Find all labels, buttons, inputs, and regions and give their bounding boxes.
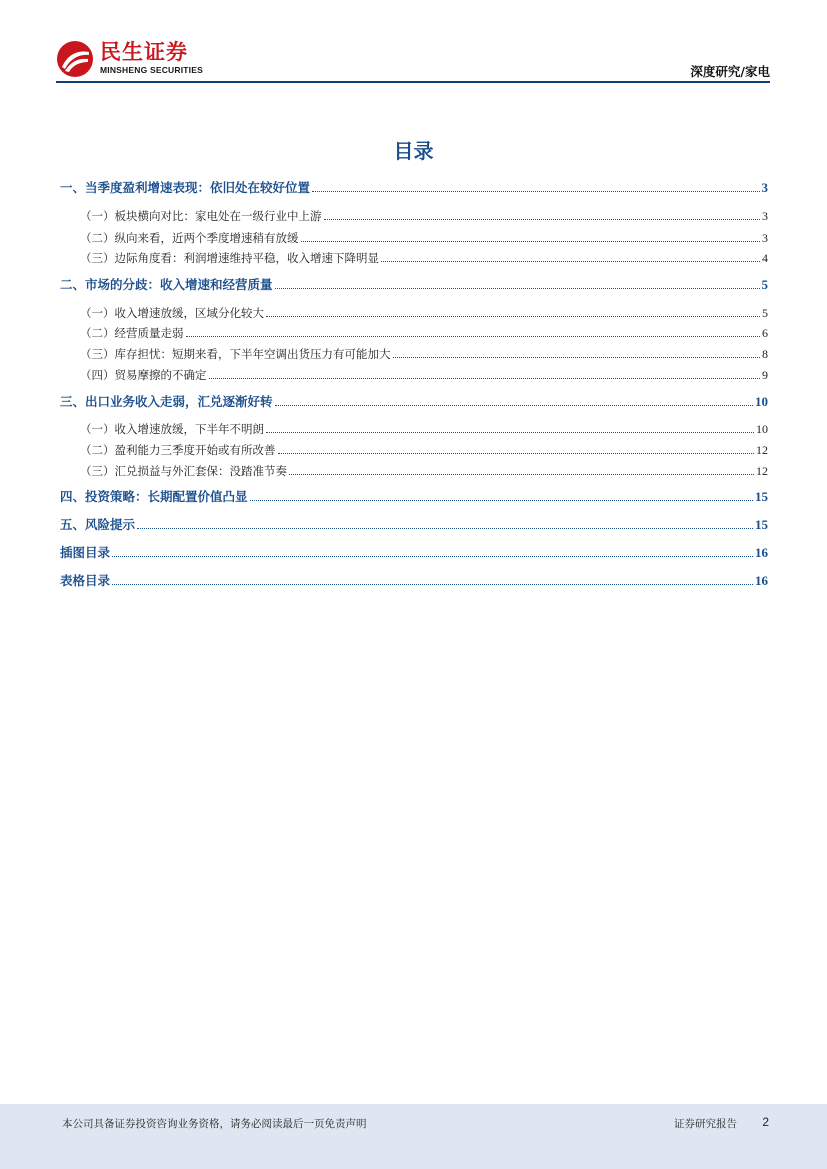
toc-entry[interactable] bbox=[60, 541, 768, 561]
toc-entry-text: 表格目录 bbox=[60, 573, 111, 588]
toc-entry-text: （三）库存担忧：短期来看，下半年空调出货压力有可能加大 bbox=[80, 347, 391, 361]
toc-entry-page: 5 bbox=[762, 306, 768, 320]
toc-entry-text: （一）收入增速放缓，区域分化较大 bbox=[80, 306, 264, 320]
logo-chinese-name: 民生证券 bbox=[100, 40, 188, 64]
toc-entry-text: 五、风险提示 bbox=[60, 517, 136, 532]
toc-entry-text: 二、市场的分歧：收入增速和经营质量 bbox=[60, 277, 273, 292]
toc-entry[interactable] bbox=[60, 226, 768, 246]
toc-entry-text: 一、当季度盈利增速表现：依旧处在较好位置 bbox=[60, 180, 311, 195]
toc-title: 目录 bbox=[393, 139, 434, 163]
toc-entry-page: 12 bbox=[756, 443, 768, 457]
toc-entry[interactable] bbox=[60, 176, 768, 196]
toc-entry-text: 插图目录 bbox=[60, 545, 111, 560]
toc-entry[interactable] bbox=[60, 204, 768, 224]
footer-disclaimer: 本公司具备证券投资咨询业务资格，请务必阅读最后一页免责声明 bbox=[62, 1118, 367, 1130]
minsheng-logo-mark-icon bbox=[56, 40, 94, 78]
toc-entry-page: 15 bbox=[755, 489, 768, 504]
toc-entry-text: （三）汇兑损益与外汇套保：没踏准节奏 bbox=[80, 464, 287, 478]
footer-page-number: 2 bbox=[762, 1115, 769, 1129]
toc-entry-text: （三）边际角度看：利润增速维持平稳，收入增速下降明显 bbox=[80, 251, 379, 265]
toc-entry-text: 四、投资策略：长期配置价值凸显 bbox=[60, 489, 248, 504]
logo-english-name: MINSHENG SECURITIES bbox=[100, 65, 203, 75]
toc-leader-dots bbox=[112, 555, 753, 557]
toc-leader-dots bbox=[137, 527, 753, 529]
toc-entry-page: 5 bbox=[761, 277, 768, 292]
toc-entry-page: 3 bbox=[761, 180, 768, 195]
toc-leader-dots bbox=[324, 218, 761, 220]
toc-entry-page: 6 bbox=[762, 326, 768, 340]
toc-entry[interactable] bbox=[60, 273, 768, 293]
toc-entry-page: 3 bbox=[762, 231, 768, 245]
toc-leader-dots bbox=[278, 452, 755, 454]
toc-entry-text: （二）经营质量走弱 bbox=[80, 326, 184, 340]
toc-leader-dots bbox=[275, 287, 760, 289]
page-header bbox=[56, 36, 770, 80]
toc-leader-dots bbox=[275, 404, 753, 406]
toc-entry-page: 10 bbox=[755, 394, 768, 409]
page-footer bbox=[0, 1104, 827, 1169]
footer-report-type: 证券研究报告 bbox=[674, 1118, 737, 1130]
toc-entry-page: 16 bbox=[755, 573, 768, 588]
toc-leader-dots bbox=[186, 335, 761, 337]
toc-leader-dots bbox=[266, 431, 754, 433]
toc-entry[interactable] bbox=[60, 569, 768, 589]
toc-leader-dots bbox=[266, 315, 760, 317]
toc-entry[interactable] bbox=[60, 417, 768, 437]
toc-entry[interactable] bbox=[60, 321, 768, 341]
toc-entry[interactable] bbox=[60, 485, 768, 505]
toc-leader-dots bbox=[250, 499, 753, 501]
header-divider bbox=[56, 81, 770, 83]
toc-entry[interactable] bbox=[60, 342, 768, 362]
toc-entry-page: 4 bbox=[762, 251, 768, 265]
toc-entry[interactable] bbox=[60, 438, 768, 458]
toc-leader-dots bbox=[209, 377, 761, 379]
toc-leader-dots bbox=[289, 473, 754, 475]
toc-entry-text: （一）收入增速放缓，下半年不明朗 bbox=[80, 422, 264, 436]
toc-entry-text: 三、出口业务收入走弱，汇兑逐渐好转 bbox=[60, 394, 273, 409]
toc-entry-page: 8 bbox=[762, 347, 768, 361]
toc-leader-dots bbox=[381, 260, 760, 262]
toc-entry[interactable] bbox=[60, 363, 768, 383]
toc-entry-text: （二）盈利能力三季度开始或有所改善 bbox=[80, 443, 276, 457]
toc-entry[interactable] bbox=[60, 301, 768, 321]
toc-entry-text: （四）贸易摩擦的不确定 bbox=[80, 368, 207, 382]
toc-entry-page: 12 bbox=[756, 464, 768, 478]
toc-entry[interactable] bbox=[60, 513, 768, 533]
toc-leader-dots bbox=[312, 190, 759, 192]
toc-entry[interactable] bbox=[60, 459, 768, 479]
toc-leader-dots bbox=[393, 356, 761, 358]
toc-entry-page: 15 bbox=[755, 517, 768, 532]
toc-entry-page: 10 bbox=[756, 422, 768, 436]
minsheng-logo bbox=[56, 36, 216, 80]
toc-entry[interactable] bbox=[60, 246, 768, 266]
toc-entry-page: 9 bbox=[762, 368, 768, 382]
toc-entry-text: （一）板块横向对比：家电处在一级行业中上游 bbox=[80, 209, 322, 223]
toc-leader-dots bbox=[112, 583, 753, 585]
toc-entry-page: 3 bbox=[762, 209, 768, 223]
report-category: 深度研究/家电 bbox=[690, 64, 770, 79]
toc-entry[interactable] bbox=[60, 390, 768, 410]
toc-leader-dots bbox=[301, 240, 761, 242]
toc-entry-text: （二）纵向来看，近两个季度增速稍有放缓 bbox=[80, 231, 299, 245]
toc-entry-page: 16 bbox=[755, 545, 768, 560]
